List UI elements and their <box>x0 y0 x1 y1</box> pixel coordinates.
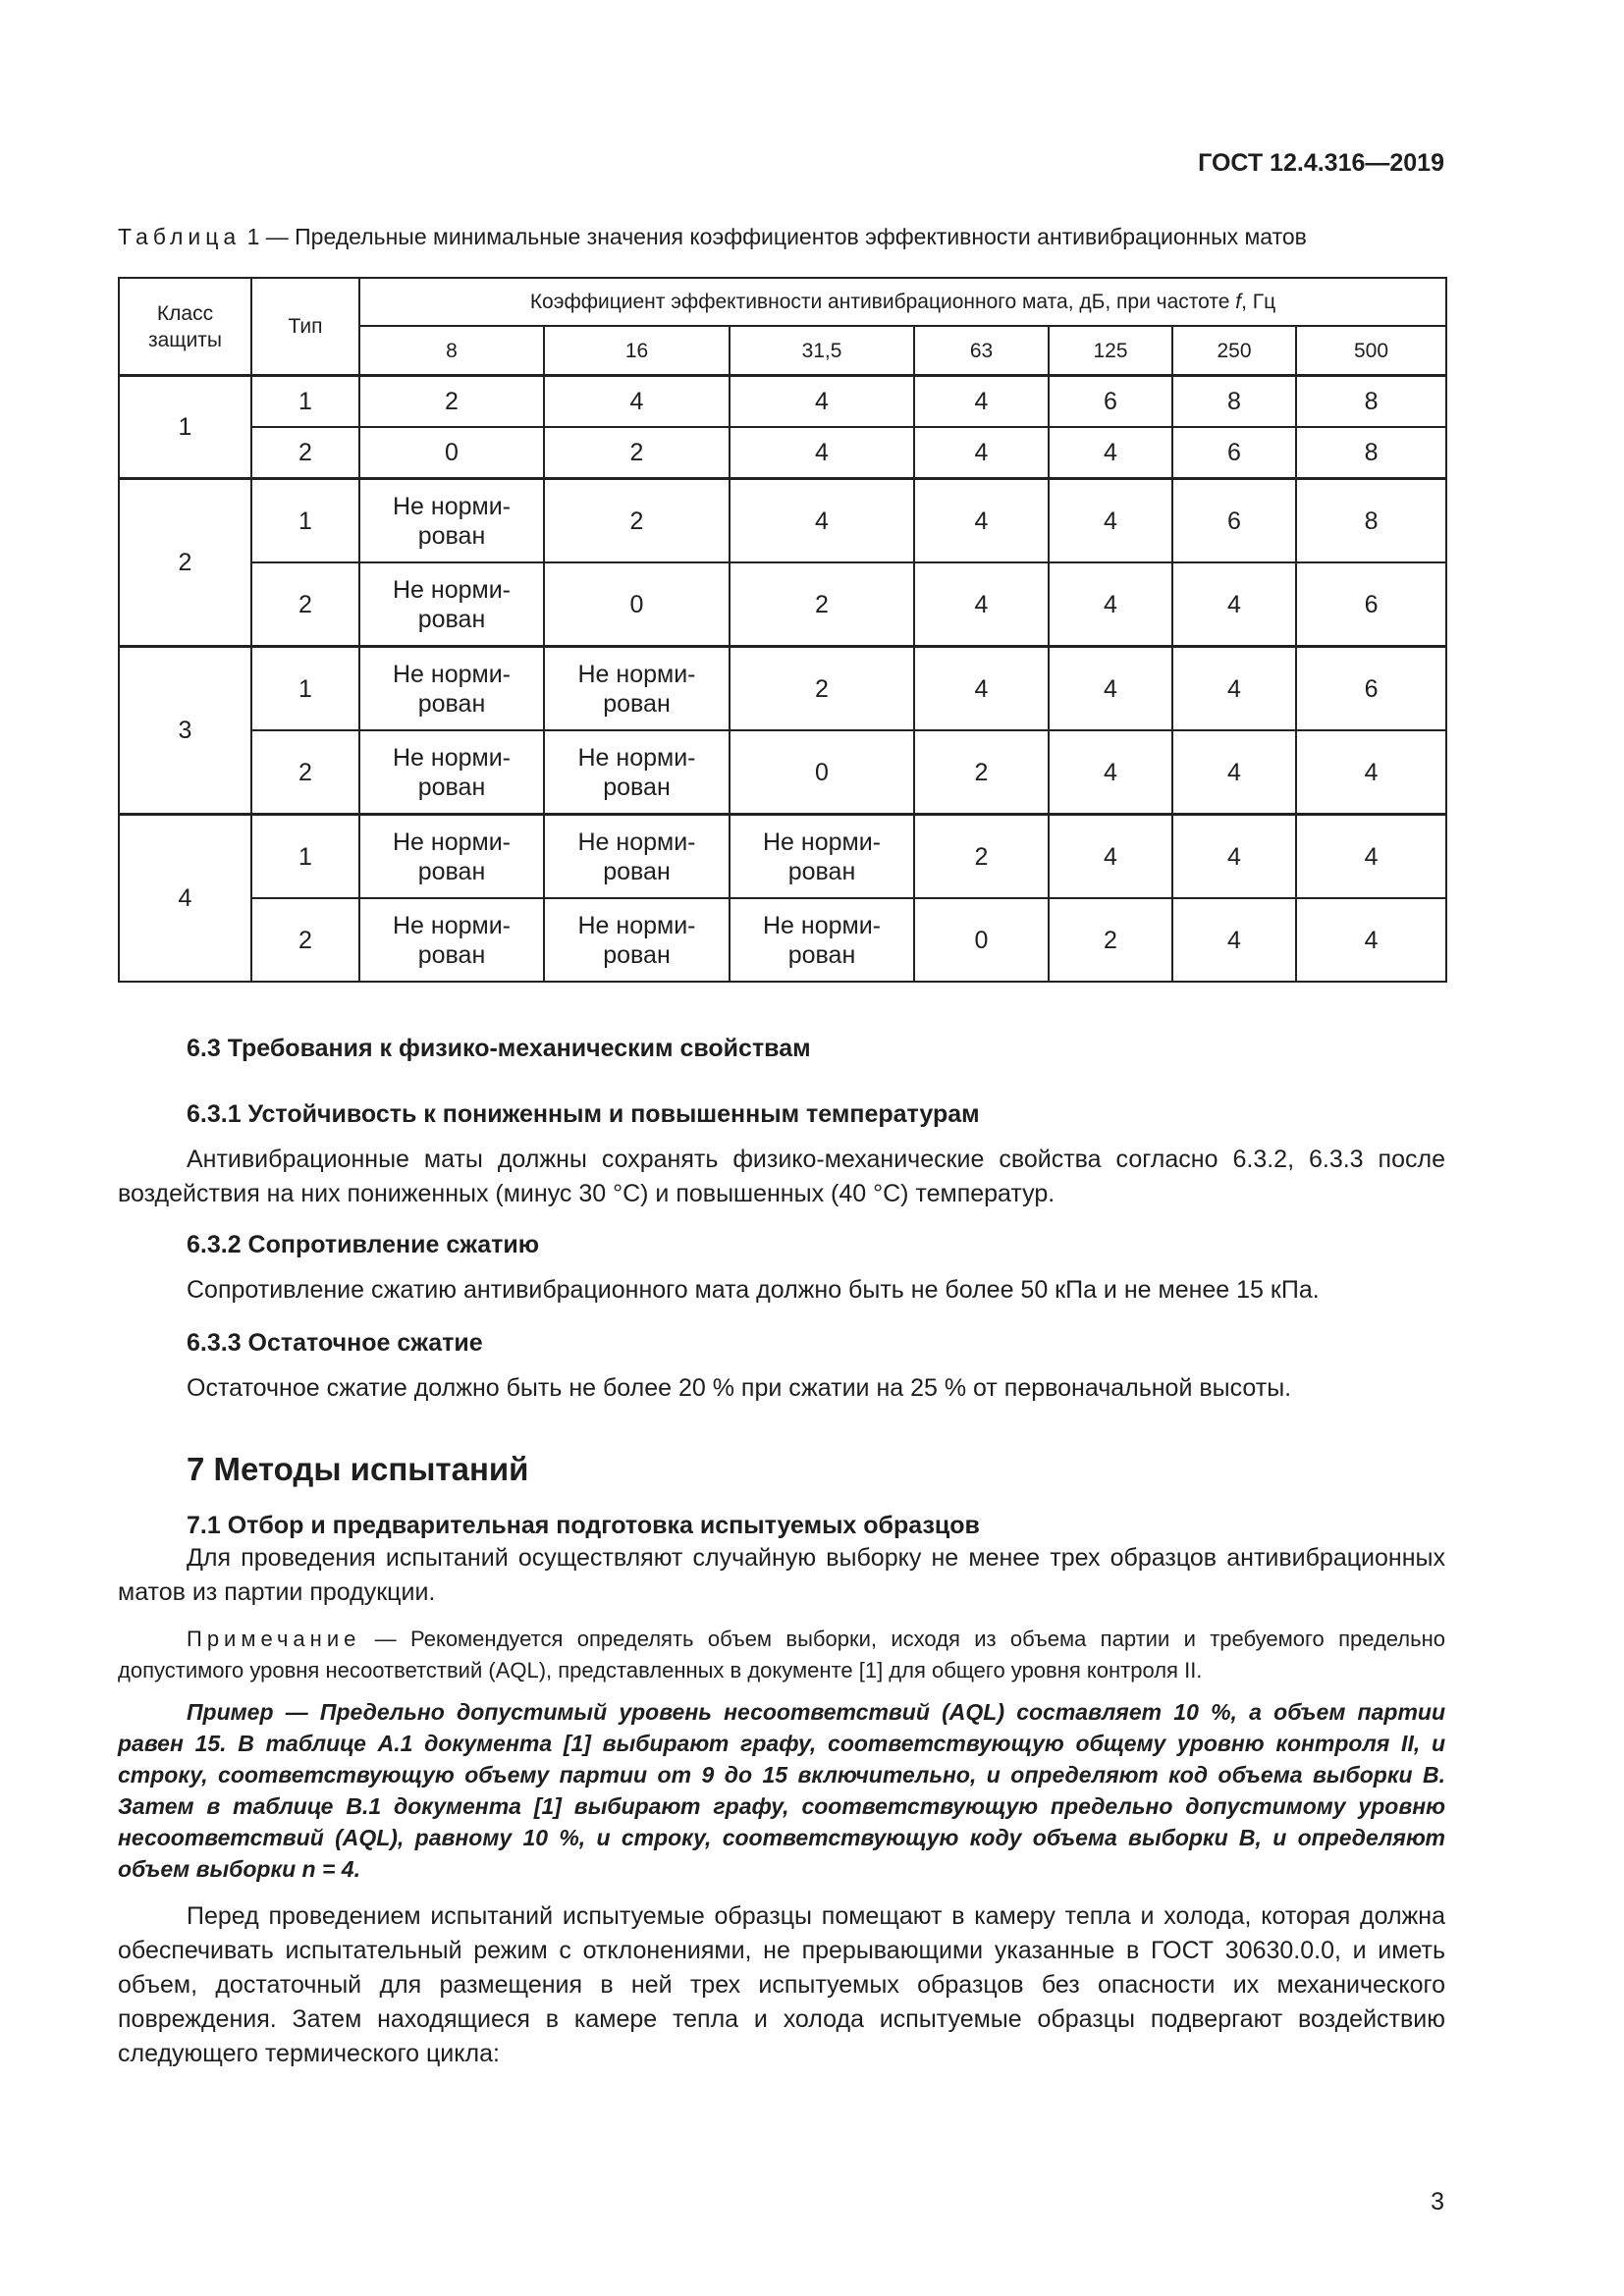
section-6-3-2-title: 6.3.2 Сопротивление сжатию <box>187 1231 540 1258</box>
class-cell: 4 <box>119 815 251 983</box>
value-cell: Не норми- рован <box>730 815 914 899</box>
table-row <box>119 427 1446 479</box>
value-cell: 4 <box>1049 427 1172 479</box>
value-cell: Не норми- рован <box>359 562 544 647</box>
section-7-1-text <box>118 1541 1445 1610</box>
value-cell: 0 <box>914 898 1049 982</box>
value-cell: Не норми- рован <box>359 815 544 899</box>
section-6-3-3-text <box>118 1371 1445 1406</box>
table-row <box>119 479 1446 563</box>
value-cell: 2 <box>359 376 544 428</box>
section-6-3-2-body: Сопротивление сжатию антивибрационного мата должно быть не более 50 кПа и не менее 15 кПа. <box>187 1276 1320 1304</box>
header-frequency-title-text: Коэффициент эффективности антивибрационного мата, дБ, при частоте <box>529 291 1236 313</box>
value-cell: 6 <box>1172 427 1296 479</box>
value-cell: 8 <box>1296 479 1446 563</box>
type-cell: 2 <box>251 730 359 815</box>
frequency-cell: 8 <box>359 326 544 376</box>
value-cell: 4 <box>1049 562 1172 647</box>
value-cell: Не норми- рован <box>730 898 914 982</box>
type-cell: 2 <box>251 898 359 982</box>
frequency-cell: 500 <box>1296 326 1446 376</box>
value-cell: 8 <box>1296 376 1446 428</box>
frequency-cell: 250 <box>1172 326 1296 376</box>
value-cell: 4 <box>1296 815 1446 899</box>
value-cell: 0 <box>730 730 914 815</box>
header-frequency-symbol: f <box>1235 291 1242 313</box>
table-row <box>119 376 1446 428</box>
value-cell: 4 <box>1049 479 1172 563</box>
value-cell: 4 <box>1049 647 1172 731</box>
value-cell: 4 <box>1172 730 1296 815</box>
example-text: Пример — Предельно допустимый уровень несоответствий (AQL) составляет 10 %, а объем партии равен 15. В таблице А.1 документа [1] выбирают графу, соответствующую общему уровню контроля II, и строку, соответствующую объему партии от 9 до 15 включительно, и определяют код объема выборки В. Затем в таблице В.1 документа [1] выбирают графу, соответствующую предельно допустимому уровню несоответствий (AQL), равному 10 %, и строку, соответствующую коду объема выборки В, и определяют объем выборки n = 4. <box>118 1699 1445 1882</box>
example-paragraph <box>118 1696 1445 1885</box>
class-cell: 3 <box>119 647 251 815</box>
section-7-1-title: 7.1 Отбор и предварительная подготовка испытуемых образцов <box>187 1512 980 1539</box>
value-cell: Не норми- рован <box>544 730 730 815</box>
value-cell: 6 <box>1296 647 1446 731</box>
note-label: Примечание <box>187 1627 361 1651</box>
value-cell: 4 <box>730 376 914 428</box>
value-cell: 4 <box>730 427 914 479</box>
value-cell: 2 <box>914 730 1049 815</box>
table-caption-label: Таблица <box>118 224 242 249</box>
value-cell: 4 <box>1172 647 1296 731</box>
section-7-title: 7 Методы испытаний <box>187 1451 529 1487</box>
value-cell: 2 <box>544 427 730 479</box>
value-cell: 4 <box>1049 730 1172 815</box>
value-cell: 8 <box>1172 376 1296 428</box>
table-row <box>119 647 1446 731</box>
value-cell: Не норми- рован <box>359 730 544 815</box>
type-cell: 2 <box>251 562 359 647</box>
value-cell: 2 <box>914 815 1049 899</box>
value-cell: 2 <box>544 479 730 563</box>
value-cell: Не норми- рован <box>359 647 544 731</box>
value-cell: 4 <box>1049 815 1172 899</box>
section-6-3-3-title: 6.3.3 Остаточное сжатие <box>187 1329 483 1357</box>
section-6-3-1-text <box>118 1143 1445 1211</box>
class-cell: 2 <box>119 479 251 647</box>
value-cell: 4 <box>914 427 1049 479</box>
note-paragraph <box>118 1624 1445 1686</box>
value-cell: 2 <box>1049 898 1172 982</box>
table-row <box>119 815 1446 899</box>
value-cell: 6 <box>1172 479 1296 563</box>
value-cell: 0 <box>359 427 544 479</box>
value-cell: 4 <box>1172 898 1296 982</box>
type-cell: 2 <box>251 427 359 479</box>
value-cell: 4 <box>1296 898 1446 982</box>
value-cell: Не норми- рован <box>544 898 730 982</box>
value-cell: 2 <box>730 562 914 647</box>
class-cell: 1 <box>119 376 251 479</box>
header-frequency-unit: , Гц <box>1241 291 1276 313</box>
value-cell: Не норми- рован <box>359 479 544 563</box>
table-row <box>119 730 1446 815</box>
header-class-cell: Класс защиты <box>119 278 251 376</box>
value-cell: 4 <box>544 376 730 428</box>
value-cell: 4 <box>1172 815 1296 899</box>
value-cell: 4 <box>914 562 1049 647</box>
section-6-3-title: 6.3 Требования к физико-механическим свойствам <box>187 1035 811 1062</box>
section-7-1-body: Для проведения испытаний осуществляют случайную выборку не менее трех образцов антивибрационных матов из партии продукции. <box>118 1544 1445 1606</box>
value-cell: 2 <box>730 647 914 731</box>
efficiency-table <box>118 277 1447 983</box>
table-body <box>119 278 1446 982</box>
frequency-cell: 16 <box>544 326 730 376</box>
header-type-cell: Тип <box>251 278 359 376</box>
header-frequency-title <box>359 278 1446 326</box>
final-paragraph <box>118 1899 1445 2071</box>
standard-header: ГОСТ 12.4.316—2019 <box>1198 149 1444 177</box>
table-header-row <box>119 278 1446 326</box>
frequency-cell: 125 <box>1049 326 1172 376</box>
type-cell: 1 <box>251 647 359 731</box>
value-cell: 6 <box>1049 376 1172 428</box>
frequency-cell: 63 <box>914 326 1049 376</box>
table-row <box>119 562 1446 647</box>
value-cell: 4 <box>914 376 1049 428</box>
section-6-3-3-body: Остаточное сжатие должно быть не более 20 % при сжатии на 25 % от первоначальной высоты. <box>187 1374 1292 1402</box>
value-cell: 0 <box>544 562 730 647</box>
value-cell: 4 <box>914 647 1049 731</box>
frequency-cell: 31,5 <box>730 326 914 376</box>
value-cell: Не норми- рован <box>544 647 730 731</box>
section-6-3-1-title: 6.3.1 Устойчивость к пониженным и повышенным температурам <box>187 1100 980 1128</box>
table-caption-text: 1 — Предельные минимальные значения коэффициентов эффективности антивибрационных матов <box>241 224 1307 249</box>
type-cell: 1 <box>251 815 359 899</box>
value-cell: Не норми- рован <box>544 815 730 899</box>
section-6-3-2-text <box>118 1273 1445 1308</box>
table-caption <box>118 224 1307 250</box>
type-cell: 1 <box>251 479 359 563</box>
table-row <box>119 898 1446 982</box>
value-cell: 8 <box>1296 427 1446 479</box>
value-cell: 4 <box>914 479 1049 563</box>
final-paragraph-body: Перед проведением испытаний испытуемые образцы помещают в камеру тепла и холода, которая должна обеспечивать испытательный режим с отклонениями, не прерывающими указанные в ГОСТ 30630.0.0, и иметь объем, достаточный для размещения в ней трех испытуемых образцов без опасности их механического повреждения. Затем находящиеся в камере тепла и холода испытуемые образцы подвергают воздействию следующего термического цикла: <box>118 1902 1445 2067</box>
value-cell: Не норми- рован <box>359 898 544 982</box>
section-6-3-1-body: Антивибрационные маты должны сохранять физико-механические свойства согласно 6.3.2, 6.3.3 после воздействия на них пониженных (минус 30 °С) и повышенных (40 °С) температур. <box>118 1146 1445 1207</box>
type-cell: 1 <box>251 376 359 428</box>
value-cell: 4 <box>1172 562 1296 647</box>
note-text: — Рекомендуется определять объем выборки, исходя из объема партии и требуемого предельно допустимого уровня несоответствий (AQL), представленных в документе [1] для общего уровня контроля II. <box>118 1627 1445 1682</box>
value-cell: 4 <box>730 479 914 563</box>
page-number: 3 <box>1431 2188 1444 2216</box>
value-cell: 6 <box>1296 562 1446 647</box>
value-cell: 4 <box>1296 730 1446 815</box>
